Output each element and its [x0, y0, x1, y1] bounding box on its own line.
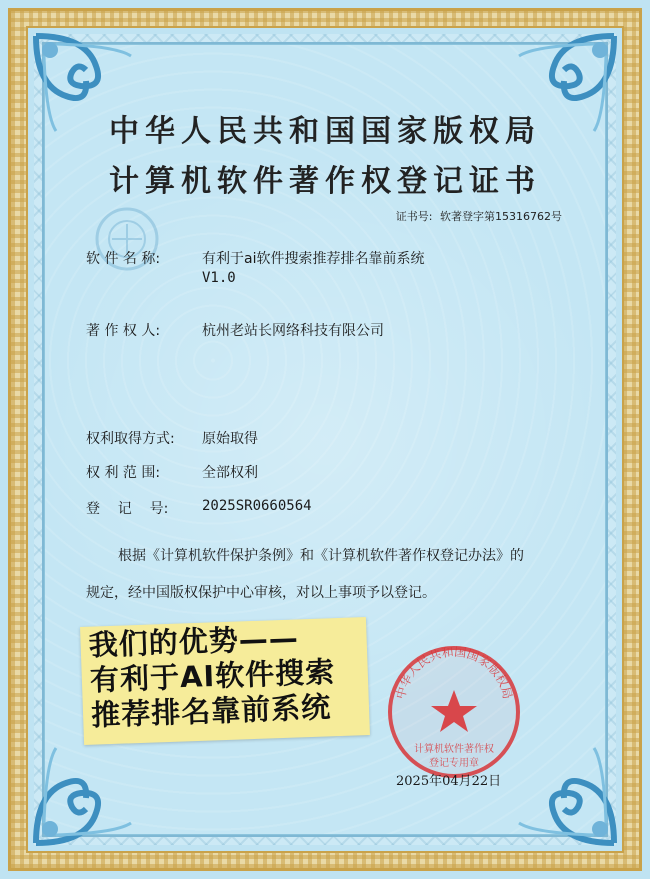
seal-arc-text: 中华人民共和国国家版权局	[393, 644, 515, 701]
certificate-number-value: 软著登字第15316762号	[440, 210, 562, 223]
issue-date: 2025年04月22日	[396, 774, 502, 789]
owner-value: 杭州老站长网络科技有限公司	[202, 323, 384, 339]
field-acquisition	[86, 428, 258, 448]
certificate-authority-title: 中华人民共和国国家版权局	[109, 114, 541, 149]
certificate-number	[392, 208, 562, 224]
certificate-number-label: 证书号:	[395, 210, 433, 223]
banner-line-3: 推荐排名靠前系统	[90, 689, 332, 733]
scope-value: 全部权利	[202, 465, 258, 481]
banner-line-2: 有利于AI软件搜索	[89, 654, 336, 698]
banner-line-1: 我们的优势——	[88, 620, 300, 663]
certificate-title: 计算机软件著作权登记证书	[109, 164, 541, 199]
official-seal-icon	[384, 642, 524, 782]
field-registration-number	[86, 498, 312, 518]
scope-label: 权 利 范 围:	[86, 465, 161, 481]
field-software-name	[86, 248, 424, 268]
acquisition-value: 原始取得	[202, 431, 258, 447]
acquisition-label: 权利取得方式:	[86, 431, 175, 447]
field-scope	[86, 462, 258, 482]
software-name-label: 软 件 名 称:	[86, 251, 161, 267]
advantage-banner-text	[88, 620, 337, 733]
seal-line-2: 登记专用章	[429, 758, 479, 769]
corner-ornament-icon	[26, 733, 146, 853]
reg-no-label: 登 记 号:	[86, 501, 169, 517]
reg-no-value: 2025SR0660564	[202, 498, 312, 514]
statement-line-1: 根据《计算机软件保护条例》和《计算机软件著作权登记办法》的	[118, 548, 524, 564]
seal-line-1: 计算机软件著作权	[414, 744, 494, 755]
software-version: V1.0	[202, 270, 236, 286]
owner-label: 著 作 权 人:	[86, 323, 161, 339]
field-owner	[86, 320, 384, 340]
statement-line-2: 规定，经中国版权保护中心审核，对以上事项予以登记。	[86, 585, 436, 601]
software-name-value: 有利于ai软件搜索推荐排名靠前系统	[202, 251, 425, 267]
